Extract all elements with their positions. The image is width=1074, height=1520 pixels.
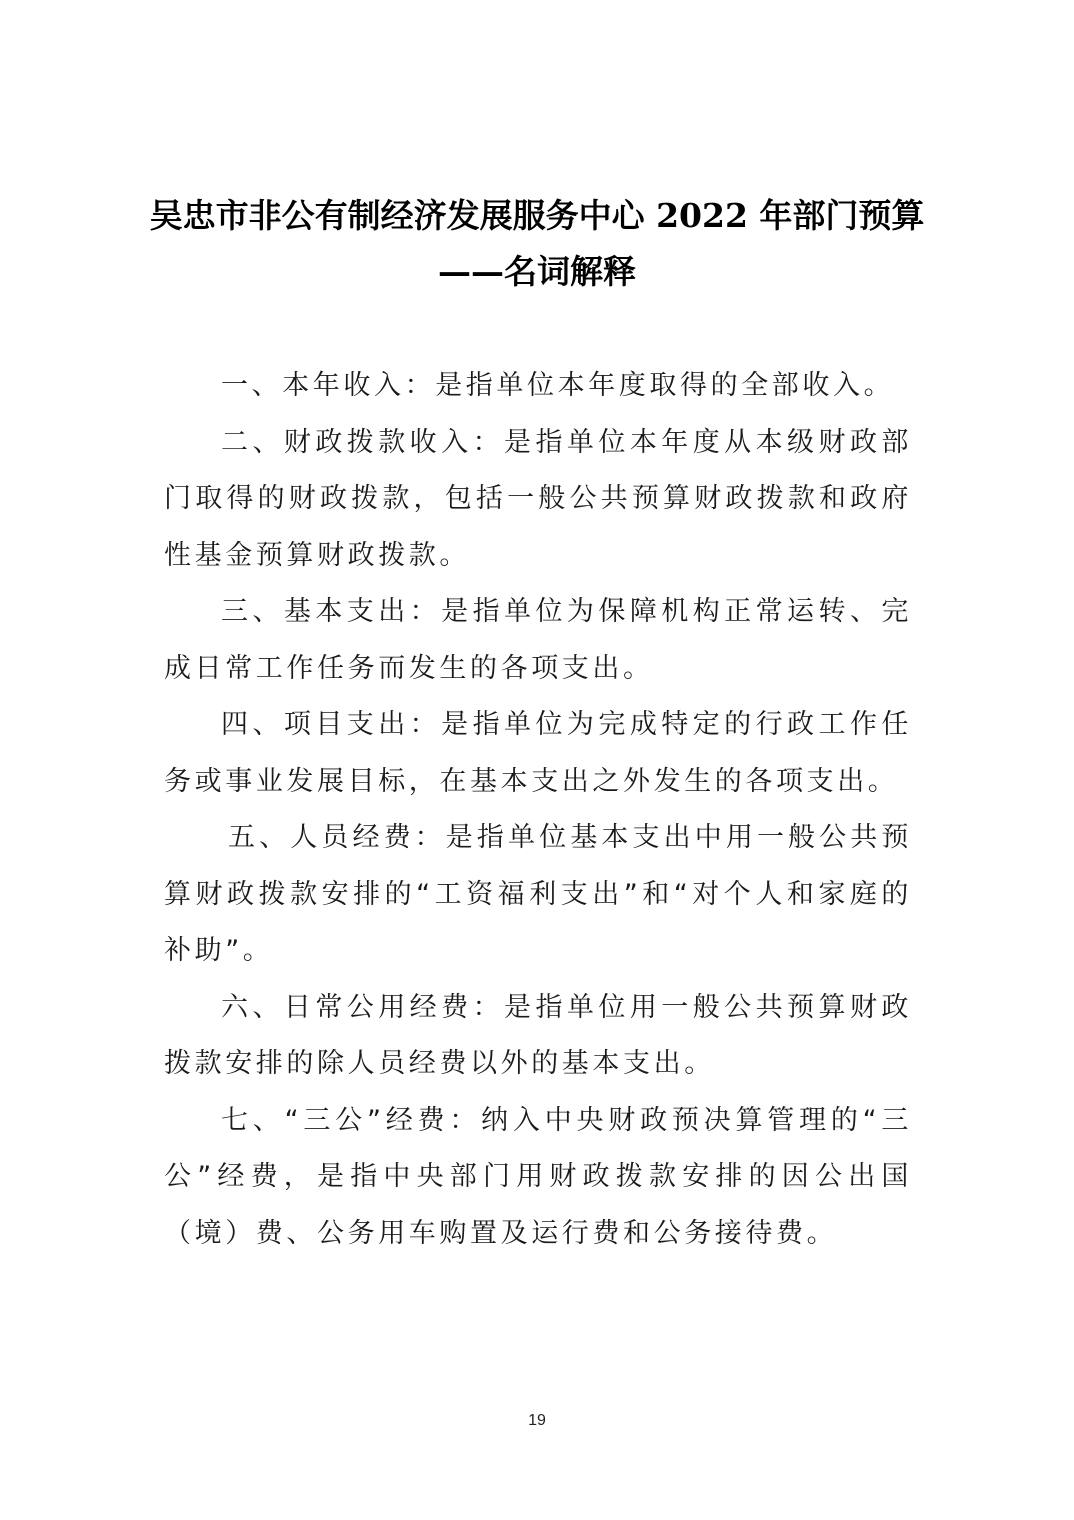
document-body <box>164 358 912 1262</box>
paragraph-basic-expenditure: 三、基本支出：是指单位为保障机构正常运转、完成日常工作任务而发生的各项支出。 <box>164 596 912 684</box>
paragraph-daily-public-expenses: 六、日常公用经费：是指单位用一般公共预算财政拨款安排的除人员经费以外的基本支出。 <box>164 991 912 1079</box>
title-line-1: 吴忠市非公有制经济发展服务中心 2022 年部门预算 <box>149 196 925 235</box>
title-line-2: ——名词解释 <box>438 252 636 291</box>
paragraph-annual-income: 一、本年收入：是指单位本年度取得的全部收入。 <box>221 370 895 401</box>
document-title <box>120 188 954 300</box>
paragraph-project-expenditure: 四、项目支出：是指单位为完成特定的行政工作任务或事业发展目标，在基本支出之外发生的各项支出。 <box>164 709 912 797</box>
paragraph-fiscal-appropriation-income: 二、财政拨款收入：是指单位本年度从本级财政部门取得的财政拨款，包括一般公共预算财政拨款和政府性基金预算财政拨款。 <box>164 426 912 571</box>
page-number: 19 <box>528 1412 546 1429</box>
paragraph-three-public-expenses: 七、“三公”经费：纳入中央财政预决算管理的“三公”经费，是指中央部门用财政拨款安排的因公出国（境）费、公务用车购置及运行费和公务接待费。 <box>164 1104 912 1249</box>
paragraph-personnel-expenses: 五、人员经费：是指单位基本支出中用一般公共预算财政拨款安排的“工资福利支出”和“对个人和家庭的补助”。 <box>164 822 912 966</box>
